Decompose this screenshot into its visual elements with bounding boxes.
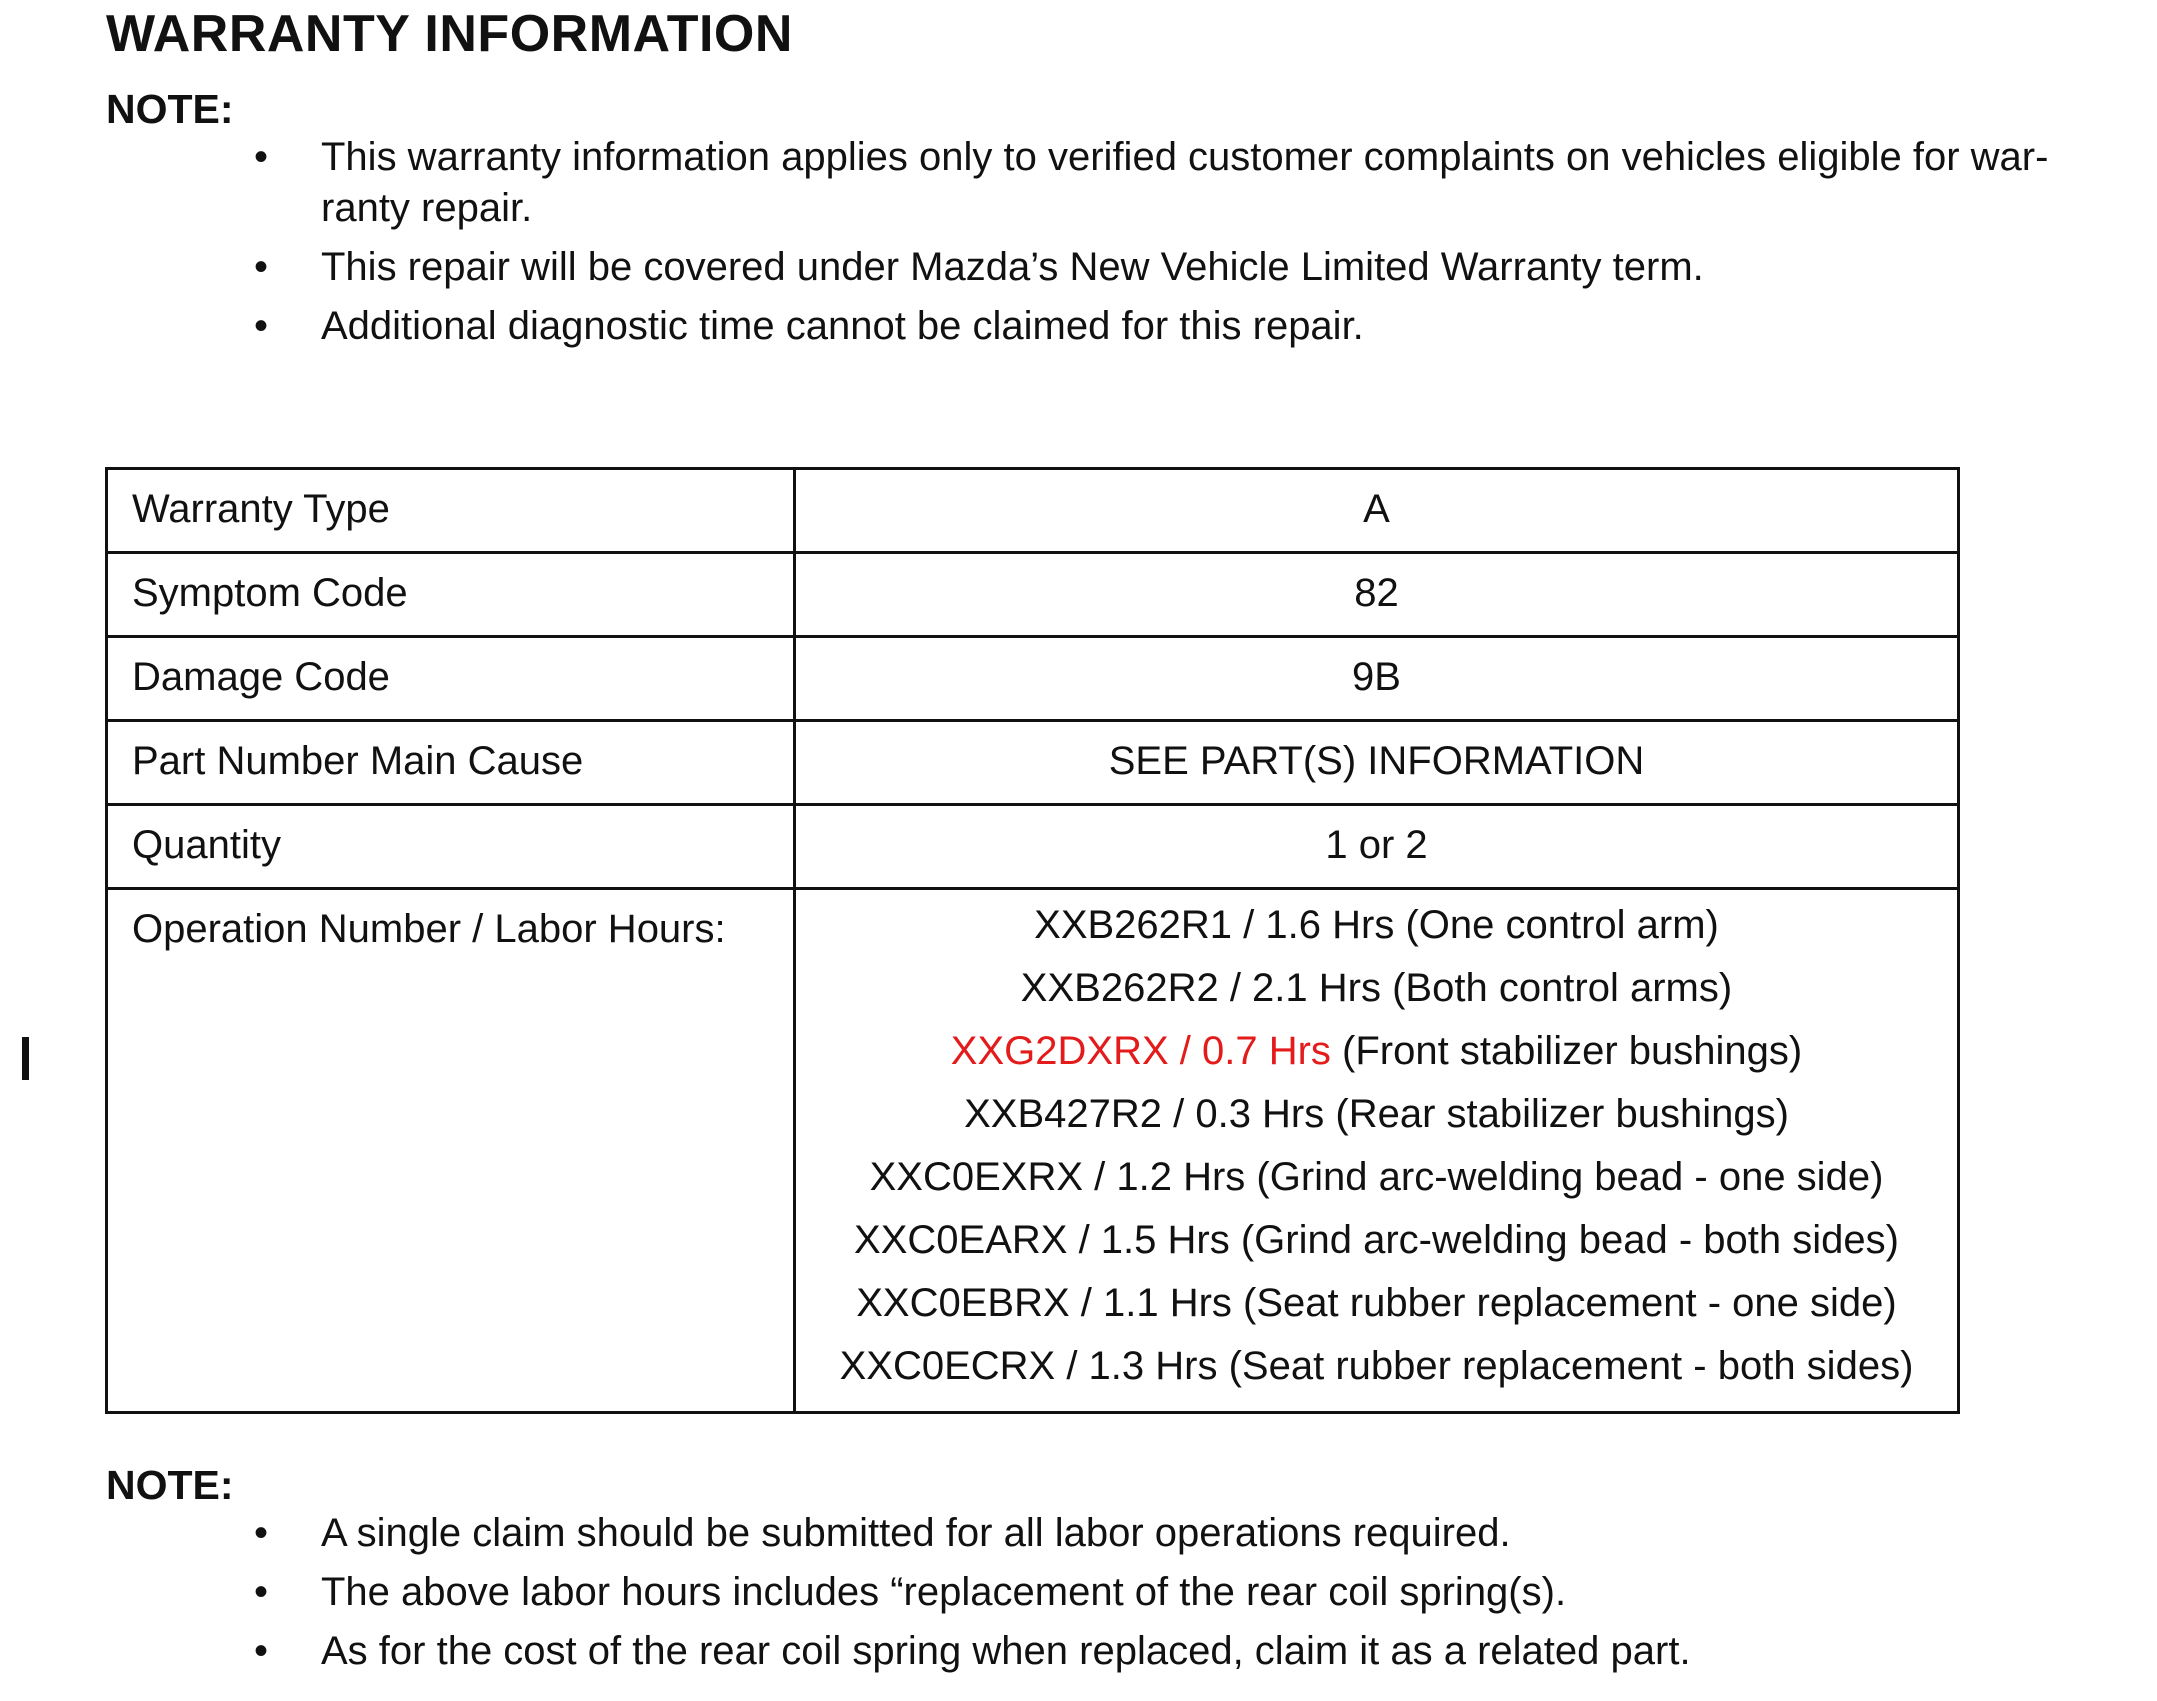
row-value: A — [795, 469, 1959, 553]
bullet-icon: • — [254, 1511, 269, 1555]
row-label: Operation Number / Labor Hours: — [107, 889, 795, 1413]
table-row — [107, 553, 1959, 637]
warranty-table — [105, 467, 1960, 1414]
operation-line — [796, 1209, 1957, 1272]
row-label: Damage Code — [107, 637, 795, 721]
note-text: This repair will be covered under Mazda’s New Vehicle Limited Warranty term. — [321, 245, 1704, 289]
operation-line — [796, 1083, 1957, 1146]
operation-desc: (Both control arms) — [1380, 966, 1733, 1010]
row-label: Warranty Type — [107, 469, 795, 553]
operation-line — [796, 957, 1957, 1020]
note-list-item — [106, 1626, 2136, 1677]
note-text: A single claim should be submitted for all labor operations required. — [321, 1511, 1511, 1555]
operation-code: XXC0EXRX / 1.2 Hrs — [869, 1155, 1246, 1199]
operation-line — [796, 1146, 1957, 1209]
operation-desc: (Rear stabilizer bushings) — [1324, 1092, 1789, 1136]
note-heading: NOTE: — [106, 86, 234, 132]
operation-desc: (One control arm) — [1394, 903, 1719, 947]
note-list — [106, 1508, 2136, 1677]
note-text: As for the cost of the rear coil spring when replaced, claim it as a related part. — [321, 1629, 1691, 1673]
note-text: Additional diagnostic time cannot be claimed for this repair. — [321, 304, 1364, 348]
table-row-operations — [107, 889, 1959, 1413]
operation-code-highlighted: XXG2DXRX / 0.7 Hrs — [950, 1029, 1331, 1073]
revision-bar — [22, 1037, 29, 1080]
note-list-item — [106, 301, 2136, 352]
table-row — [107, 805, 1959, 889]
table-row — [107, 637, 1959, 721]
operation-line — [796, 894, 1957, 957]
operation-line — [796, 1335, 1957, 1398]
operation-line — [796, 1272, 1957, 1335]
row-value: SEE PART(S) INFORMATION — [795, 721, 1959, 805]
row-value: 1 or 2 — [795, 805, 1959, 889]
note-list-item — [106, 1567, 2136, 1618]
bullet-icon: • — [254, 135, 269, 179]
operation-code: XXB262R1 / 1.6 Hrs — [1034, 903, 1395, 947]
operation-code: XXC0ECRX / 1.3 Hrs — [839, 1344, 1218, 1388]
note-text: This warranty information applies only to verified customer complaints on vehicles eligible for war-ranty repair. — [321, 135, 2049, 230]
operation-code: XXB262R2 / 2.1 Hrs — [1020, 966, 1381, 1010]
operation-code: XXC0EARX / 1.5 Hrs — [854, 1218, 1230, 1262]
row-value: 82 — [795, 553, 1959, 637]
operation-desc: (Front stabilizer bushings) — [1330, 1029, 1803, 1073]
row-label: Quantity — [107, 805, 795, 889]
note-list-item — [106, 1508, 2136, 1559]
note-heading: NOTE: — [106, 1462, 234, 1508]
table-row — [107, 721, 1959, 805]
bullet-icon: • — [254, 245, 269, 289]
operations-cell — [795, 889, 1959, 1413]
operation-desc: (Grind arc-welding bead - both sides) — [1229, 1218, 1899, 1262]
table-row — [107, 469, 1959, 553]
row-label: Part Number Main Cause — [107, 721, 795, 805]
row-label: Symptom Code — [107, 553, 795, 637]
note-list — [106, 132, 2136, 352]
bullet-icon: • — [254, 1570, 269, 1614]
bullet-icon: • — [254, 304, 269, 348]
operation-desc: (Grind arc-welding bead - one side) — [1245, 1155, 1884, 1199]
operation-code: XXC0EBRX / 1.1 Hrs — [856, 1281, 1232, 1325]
operation-desc: (Seat rubber replacement - both sides) — [1217, 1344, 1914, 1388]
note-list-item — [106, 242, 2136, 293]
bullet-icon: • — [254, 1629, 269, 1673]
operation-code: XXB427R2 / 0.3 Hrs — [964, 1092, 1325, 1136]
page-title: WARRANTY INFORMATION — [106, 5, 793, 63]
operation-desc: (Seat rubber replacement - one side) — [1231, 1281, 1897, 1325]
note-text: The above labor hours includes “replacement of the rear coil spring(s). — [321, 1570, 1567, 1614]
operations-list — [796, 890, 1957, 1398]
operation-line — [796, 1020, 1957, 1083]
row-value: 9B — [795, 637, 1959, 721]
note-list-item — [106, 132, 2136, 234]
